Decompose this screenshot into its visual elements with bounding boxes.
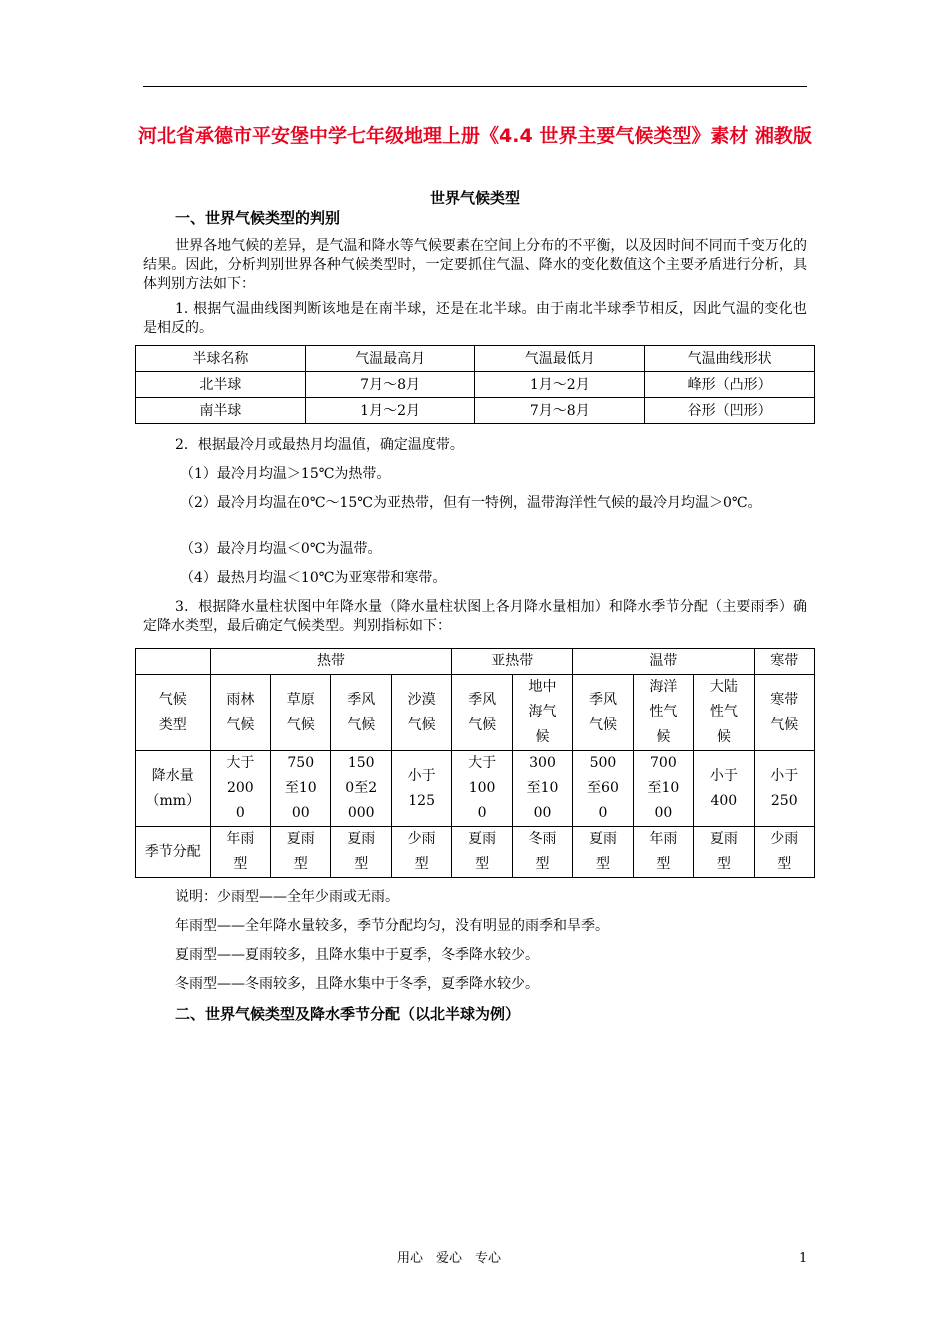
subtitle: 世界气候类型 [429, 189, 520, 207]
rule-1: （1）最冷月均温＞15℃为热带。 [180, 466, 391, 482]
row-label-season: 季节分配 [136, 827, 211, 878]
table-row [136, 827, 815, 878]
table-cell: 夏雨型 [271, 827, 331, 878]
zone-frigid: 寒带 [754, 649, 814, 675]
table-cell: 南半球 [136, 398, 306, 424]
note-2: 年雨型——全年降水量较多，季节分配均匀，没有明显的雨季和旱季。 [175, 918, 609, 934]
table-cell: 峰形（凸形） [645, 372, 815, 398]
table-cell: 地中海气候 [512, 675, 572, 751]
table-row [136, 649, 815, 675]
table-cell: 300至1000 [512, 751, 572, 827]
table-cell: 500至600 [573, 751, 633, 827]
rule-3: （3）最冷月均温＜0℃为温带。 [180, 541, 382, 557]
rule-4: （4）最热月均温＜10℃为亚寒带和寒带。 [180, 570, 447, 586]
section-heading-2: 二、世界气候类型及降水季节分配（以北半球为例） [175, 1005, 521, 1023]
row-label-type: 气候类型 [136, 675, 211, 751]
zone-subtropical: 亚热带 [452, 649, 573, 675]
table-cell: 700至1000 [633, 751, 693, 827]
note-3: 夏雨型——夏雨较多，且降水集中于夏季，冬季降水较少。 [175, 947, 539, 963]
table-cell: 少雨型 [391, 827, 451, 878]
table-cell: 小于125 [391, 751, 451, 827]
row-label-rain: 降水量（mm） [136, 751, 211, 827]
document-title: 河北省承德市平安堡中学七年级地理上册《4.4 世界主要气候类型》素材 湘教版 [138, 125, 812, 147]
table-cell: 大陆性气候 [694, 675, 754, 751]
table-cell: 季风气候 [331, 675, 391, 751]
page-number: 1 [799, 1251, 808, 1266]
table-cell: 北半球 [136, 372, 306, 398]
table-cell: 750至1000 [271, 751, 331, 827]
note-4: 冬雨型——冬雨较多，且降水集中于冬季，夏季降水较少。 [175, 976, 539, 992]
table-cell: 季风气候 [452, 675, 512, 751]
table-cell: 寒带气候 [754, 675, 814, 751]
table-header-cell: 气温曲线形状 [645, 346, 815, 372]
table-cell: 夏雨型 [452, 827, 512, 878]
section-heading-1: 一、世界气候类型的判别 [175, 209, 341, 227]
table-cell: 夏雨型 [694, 827, 754, 878]
table-cell: 大于1000 [452, 751, 512, 827]
table-cell: 7月～8月 [475, 398, 645, 424]
intro-paragraph: 世界各地气候的差异，是气温和降水等气候要素在空间上分布的不平衡，以及因时间不同而千变万化的结果。因此，分析判别世界各种气候类型时，一定要抓住气温、降水的变化数值这个主要矛盾进行分析，具体判别方法如下： [143, 238, 807, 292]
table-cell: 沙漠气候 [391, 675, 451, 751]
table-cell: 1月～2月 [475, 372, 645, 398]
table-row [136, 398, 815, 424]
zone-tropical: 热带 [210, 649, 452, 675]
zone-temperate: 温带 [573, 649, 754, 675]
table-cell: 雨林气候 [210, 675, 270, 751]
table-cell: 冬雨型 [512, 827, 572, 878]
table-cell: 1月～2月 [305, 398, 475, 424]
table-row [136, 675, 815, 751]
table-cell: 夏雨型 [331, 827, 391, 878]
table-cell: 海洋性气候 [633, 675, 693, 751]
table-row [136, 372, 815, 398]
table-cell: 大于2000 [210, 751, 270, 827]
table-cell: 草原气候 [271, 675, 331, 751]
table-cell: 年雨型 [633, 827, 693, 878]
table-cell: 谷形（凹形） [645, 398, 815, 424]
note-1: 说明：少雨型——全年少雨或无雨。 [175, 889, 399, 905]
table-row [136, 346, 815, 372]
table-row [136, 751, 815, 827]
table-header-cell: 半球名称 [136, 346, 306, 372]
table-cell: 年雨型 [210, 827, 270, 878]
table-cell: 1500至2000 [331, 751, 391, 827]
table-header-cell: 气温最高月 [305, 346, 475, 372]
table-header-cell: 气温最低月 [475, 346, 645, 372]
header-rule [143, 86, 807, 87]
table-cell: 7月～8月 [305, 372, 475, 398]
table-corner-cell [136, 649, 211, 675]
step3-paragraph: 3．根据降水量柱状图中年降水量（降水量柱状图上各月降水量相加）和降水季节分配（主要雨季）确定降水类型，最后确定气候类型。判别指标如下： [143, 599, 807, 634]
climate-precipitation-table [135, 648, 815, 878]
table-cell: 小于250 [754, 751, 814, 827]
step2-text: 2．根据最冷月或最热月均温值，确定温度带。 [175, 437, 464, 453]
rule-2: （2）最冷月均温在0℃～15℃为亚热带，但有一特例，温带海洋性气候的最冷月均温＞0℃。 [180, 495, 762, 511]
table-cell: 夏雨型 [573, 827, 633, 878]
hemisphere-table [135, 345, 815, 424]
table-cell: 季风气候 [573, 675, 633, 751]
footer-motto: 用心 爱心 专心 [397, 1251, 502, 1266]
table-cell: 少雨型 [754, 827, 814, 878]
step1-paragraph: 1. 根据气温曲线图判断该地是在南半球，还是在北半球。由于南北半球季节相反，因此气温的变化也是相反的。 [143, 301, 807, 336]
table-cell: 小于400 [694, 751, 754, 827]
